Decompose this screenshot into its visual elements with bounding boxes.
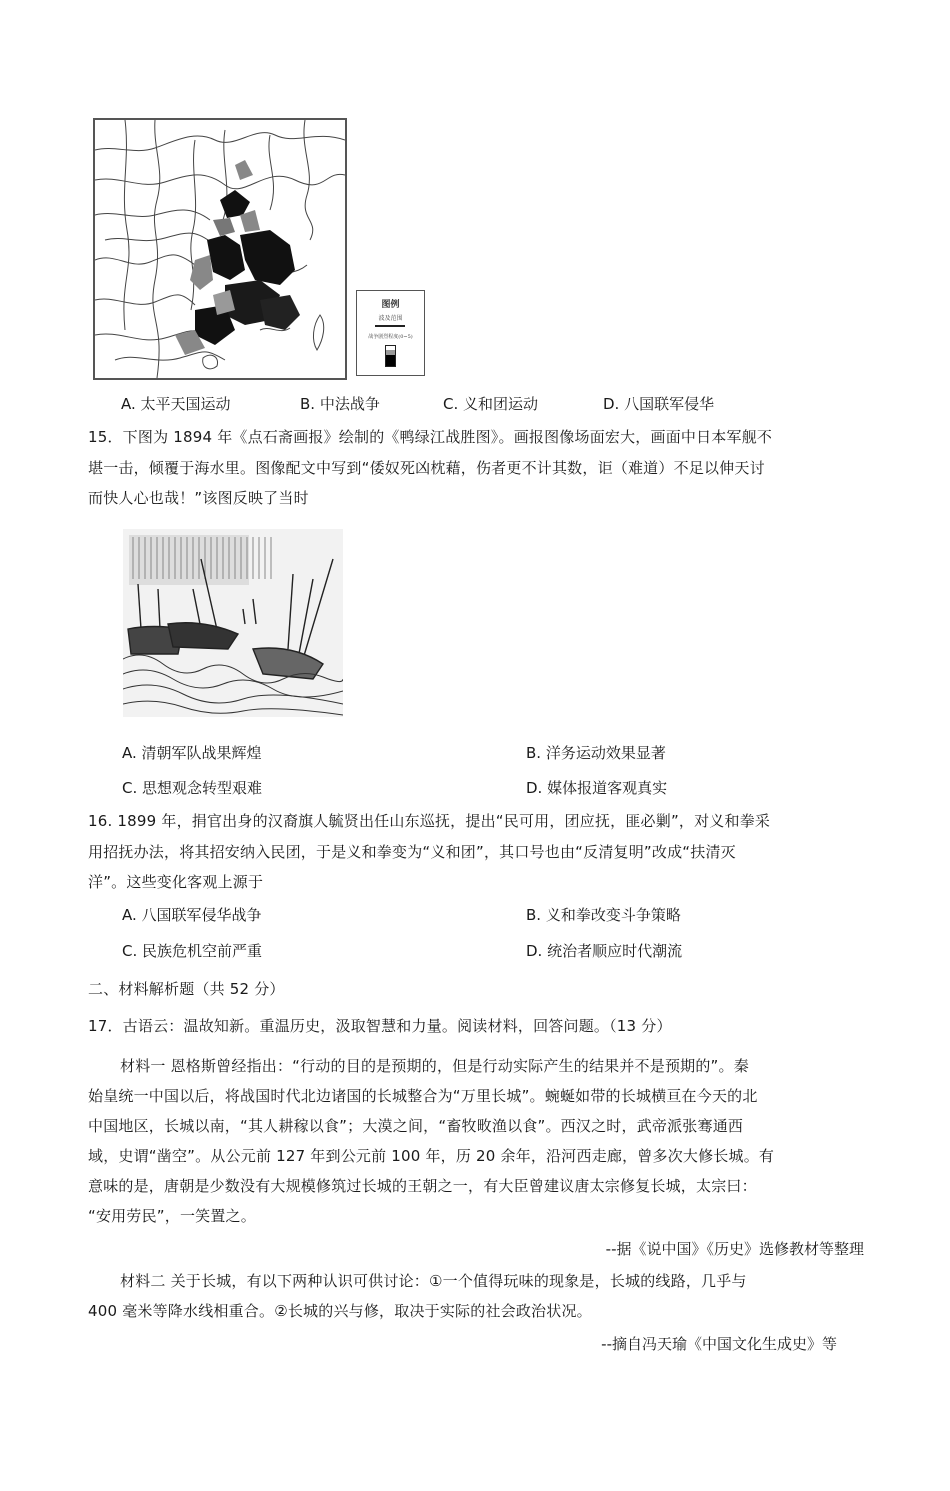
option-text: 义和拳改变斗争策略 bbox=[545, 906, 681, 924]
q17-material2-line-2: 400 毫米等降水线相重合。②长城的兴与修，取决于实际的社会政治状况。 bbox=[88, 1302, 592, 1320]
q14-option-a bbox=[121, 394, 231, 414]
q15-option-c bbox=[122, 778, 262, 798]
q17-material1-line-4: 域，史谓“凿空”。从公元前 127 年到公元前 100 年，历 20 余年，沿河西走廊，曾多次大修长城。有 bbox=[88, 1147, 775, 1165]
q14-option-b bbox=[300, 394, 380, 414]
q16-option-c bbox=[122, 941, 262, 961]
option-key: C. bbox=[122, 942, 138, 960]
option-key: D. bbox=[526, 942, 543, 960]
option-key: B. bbox=[526, 744, 542, 762]
option-text: 八国联军侵华战争 bbox=[141, 906, 262, 924]
q15-stem-line-3: 而快人心也哉！”该图反映了当时 bbox=[88, 489, 309, 507]
q17-material1-source: --据《说中国》《历史》选修教材等整理 bbox=[605, 1240, 864, 1258]
legend-range-line bbox=[375, 325, 405, 327]
naval-battle-illustration bbox=[123, 529, 343, 717]
option-key: A. bbox=[122, 906, 137, 924]
q17-material2-source: --摘自冯天瑜《中国文化生成史》等 bbox=[601, 1335, 837, 1353]
legend-intensity-label: 战争剧烈程度(0~5) bbox=[368, 334, 413, 340]
option-text: 媒体报道客观真实 bbox=[547, 779, 668, 797]
q16-stem-line-1: 16. 1899 年，捐官出身的汉裔旗人毓贤出任山东巡抚，提出“民可用，团应抚，匪必剿”，对义和拳采 bbox=[88, 812, 771, 830]
q16-option-a bbox=[122, 905, 262, 925]
option-key: C. bbox=[443, 395, 459, 413]
q14-option-d bbox=[603, 394, 714, 414]
q16-option-d bbox=[526, 941, 682, 961]
option-text: 清朝军队战果辉煌 bbox=[141, 744, 262, 762]
section-heading: 二、材料解析题（共 52 分） bbox=[88, 980, 285, 998]
option-text: 统治者顺应时代潮流 bbox=[547, 942, 683, 960]
legend-title: 图例 bbox=[381, 300, 400, 310]
option-key: D. bbox=[603, 395, 620, 413]
q16-stem-line-3: 洋”。这些变化客观上源于 bbox=[88, 873, 264, 891]
q15-option-a bbox=[122, 743, 262, 763]
option-text: 民族危机空前严重 bbox=[142, 942, 263, 960]
q15-option-b bbox=[526, 743, 666, 763]
option-text: 中法战争 bbox=[319, 395, 380, 413]
legend-intensity-swatch bbox=[385, 345, 396, 367]
option-text: 思想观念转型艰难 bbox=[142, 779, 263, 797]
q17-stem: 17．古语云：温故知新。重温历史，汲取智慧和力量。阅读材料，回答问题。（13 分） bbox=[88, 1017, 672, 1035]
taiping-war-map bbox=[93, 118, 347, 380]
option-text: 八国联军侵华 bbox=[624, 395, 715, 413]
option-key: A. bbox=[122, 744, 137, 762]
q17-material2-line-1: 材料二 关于长城，有以下两种认识可供讨论：①一个值得玩味的现象是，长城的线路，几乎与 bbox=[120, 1272, 747, 1290]
yalu-river-battle-picture bbox=[123, 529, 343, 717]
legend-range-label: 波及范围 bbox=[378, 315, 403, 322]
q17-material1-line-3: 中国地区，长城以南，“其人耕稼以食”；大漠之间，“畜牧畋渔以食”。西汉之时，武帝派张骞通西 bbox=[88, 1117, 744, 1135]
q15-stem-line-2: 堪一击，倾覆于海水里。图像配文中写到“倭奴死凶枕藉，伤者更不计其数，讵（难道）不足以伸天讨 bbox=[88, 459, 765, 477]
q17-material1-line-6: “安用劳民”，一笑置之。 bbox=[88, 1207, 256, 1225]
q14-option-c bbox=[443, 394, 538, 414]
option-key: B. bbox=[300, 395, 316, 413]
q17-material1-line-1: 材料一 恩格斯曾经指出：“行动的目的是预期的，但是行动实际产生的结果并不是预期的”。秦 bbox=[120, 1057, 749, 1075]
option-key: A. bbox=[121, 395, 136, 413]
option-key: B. bbox=[526, 906, 542, 924]
q17-material1-line-2: 始皇统一中国以后，将战国时代北边诸国的长城整合为“万里长城”。蜿蜒如带的长城横亘在今天的北 bbox=[88, 1087, 758, 1105]
q16-stem-line-2: 用招抚办法，将其招安纳入民团，于是义和拳变为“义和团”，其口号也由“反清复明”改成“扶清灭 bbox=[88, 843, 736, 861]
option-text: 太平天国运动 bbox=[140, 395, 231, 413]
option-text: 洋务运动效果显著 bbox=[545, 744, 666, 762]
option-text: 义和团运动 bbox=[463, 395, 539, 413]
q17-material1-line-5: 意味的是，唐朝是少数没有大规模修筑过长城的王朝之一，有大臣曾建议唐太宗修复长城，太宗曰： bbox=[88, 1177, 757, 1195]
q15-stem-line-1: 15．下图为 1894 年《点石斋画报》绘制的《鸭绿江战胜图》。画报图像场面宏大，画面中日本军舰不 bbox=[88, 428, 773, 446]
option-key: D. bbox=[526, 779, 543, 797]
china-province-map bbox=[95, 120, 345, 378]
q16-option-b bbox=[526, 905, 681, 925]
option-key: C. bbox=[122, 779, 138, 797]
q15-option-d bbox=[526, 778, 667, 798]
map-legend bbox=[356, 290, 425, 376]
